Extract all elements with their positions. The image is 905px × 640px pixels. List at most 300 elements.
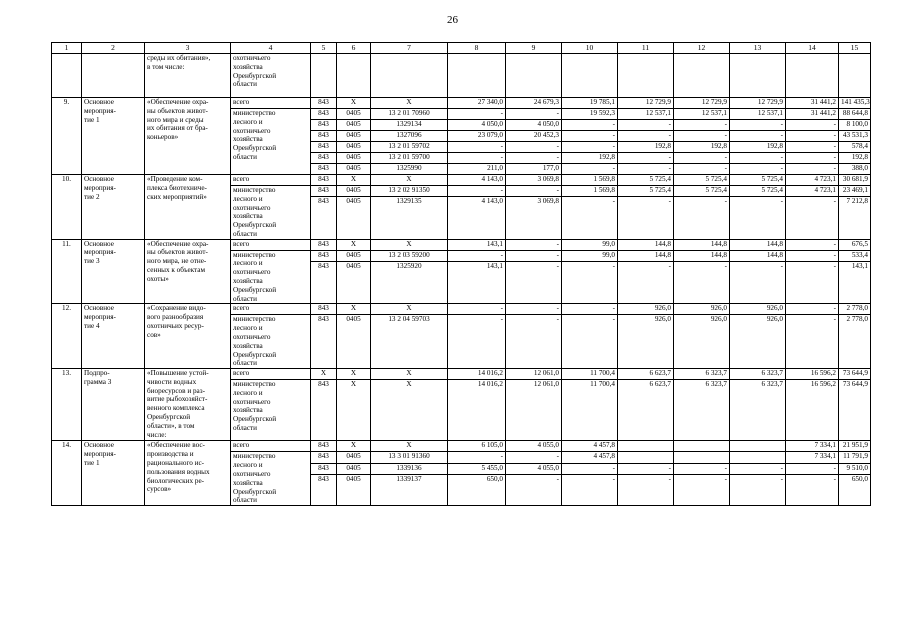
cell-col-12: 144,8 — [674, 250, 730, 261]
executor-name: министерство лесного и охотничьего хозяйства Оренбургской области — [231, 250, 311, 304]
cell-col-10: 11 700,4 — [562, 380, 618, 441]
cell-col-6: 0405 — [337, 131, 371, 142]
cell-col-10: 11 700,4 — [562, 369, 618, 380]
cell-col-11 — [618, 441, 674, 452]
cell-col-11: 6 623,7 — [618, 369, 674, 380]
row-number: 9. — [52, 98, 82, 175]
column-header-11: 11 — [618, 43, 674, 54]
continuation-cell-2 — [82, 54, 145, 98]
cell-col-14: - — [786, 474, 839, 505]
cell-col-14: 4 723,1 — [786, 175, 839, 186]
cell-col-11: 144,8 — [618, 250, 674, 261]
continuation-cell-8 — [448, 54, 506, 98]
cell-col-6: 0405 — [337, 463, 371, 474]
cell-col-9: 12 061,0 — [506, 380, 562, 441]
cell-col-10: 19 785,1 — [562, 98, 618, 109]
measure-type: Основное мероприя- тие 2 — [82, 175, 145, 240]
cell-col-13: 12 537,1 — [730, 109, 786, 120]
cell-col-8: 14 016,2 — [448, 380, 506, 441]
cell-col-7: Х — [371, 98, 448, 109]
cell-col-10: 99,0 — [562, 239, 618, 250]
cell-col-7: 1325990 — [371, 164, 448, 175]
cell-col-6: 0405 — [337, 153, 371, 164]
cell-col-5: 843 — [311, 153, 337, 164]
cell-col-6: Х — [337, 380, 371, 441]
column-header-3: 3 — [145, 43, 231, 54]
cell-col-5: 843 — [311, 304, 337, 315]
cell-col-10: - — [562, 304, 618, 315]
cell-col-10: - — [562, 315, 618, 369]
cell-col-10: 1 569,8 — [562, 175, 618, 186]
cell-col-13: - — [730, 197, 786, 239]
cell-col-8: 4 143,0 — [448, 197, 506, 239]
cell-col-5: 843 — [311, 142, 337, 153]
cell-col-7: 13 2 01 70960 — [371, 109, 448, 120]
cell-col-14: - — [786, 239, 839, 250]
cell-col-10: - — [562, 142, 618, 153]
continuation-cell-10 — [562, 54, 618, 98]
cell-col-5: 843 — [311, 261, 337, 303]
continuation-cell-15 — [839, 54, 871, 98]
table-row — [52, 369, 871, 380]
cell-col-9: - — [506, 315, 562, 369]
row-number: 12. — [52, 304, 82, 369]
cell-col-10: - — [562, 131, 618, 142]
executor-name: министерство лесного и охотничьего хозяйства Оренбургской области — [231, 109, 311, 175]
column-header-5: 5 — [311, 43, 337, 54]
cell-col-9: - — [506, 239, 562, 250]
cell-col-11 — [618, 452, 674, 463]
continuation-cell-4: охотничьего хозяйства Оренбургской области — [231, 54, 311, 98]
cell-col-9: 20 452,3 — [506, 131, 562, 142]
cell-col-8: 650,0 — [448, 474, 506, 505]
table-row — [52, 304, 871, 315]
cell-col-15: 141 435,3 — [839, 98, 871, 109]
cell-col-14: 4 723,1 — [786, 186, 839, 197]
page-number: 26 — [447, 14, 458, 26]
cell-col-12: 926,0 — [674, 304, 730, 315]
cell-col-13: 12 729,9 — [730, 98, 786, 109]
cell-col-15: 192,8 — [839, 153, 871, 164]
cell-col-7: Х — [371, 380, 448, 441]
cell-col-10: 99,0 — [562, 250, 618, 261]
cell-col-15: 7 212,8 — [839, 197, 871, 239]
continuation-cell-7 — [371, 54, 448, 98]
cell-col-13: 6 323,7 — [730, 380, 786, 441]
cell-col-15: 676,5 — [839, 239, 871, 250]
cell-col-8: 4 143,0 — [448, 175, 506, 186]
cell-col-12: 5 725,4 — [674, 186, 730, 197]
measure-type: Подпро- грамма 3 — [82, 369, 145, 441]
cell-col-15: 2 778,0 — [839, 304, 871, 315]
cell-col-8: 143,1 — [448, 261, 506, 303]
continuation-cell-5 — [311, 54, 337, 98]
cell-col-7: 13 2 01 59700 — [371, 153, 448, 164]
cell-col-13 — [730, 452, 786, 463]
cell-col-7: Х — [371, 239, 448, 250]
cell-col-11: - — [618, 164, 674, 175]
cell-col-15: 578,4 — [839, 142, 871, 153]
cell-col-5: 843 — [311, 109, 337, 120]
cell-col-5: 843 — [311, 315, 337, 369]
cell-col-14: - — [786, 250, 839, 261]
cell-col-8: 27 340,0 — [448, 98, 506, 109]
cell-col-13: 192,8 — [730, 142, 786, 153]
executor-name: министерство лесного и охотничьего хозяйства Оренбургской области — [231, 315, 311, 369]
continuation-row — [52, 54, 871, 98]
cell-col-7: 13 2 01 59702 — [371, 142, 448, 153]
cell-col-11: - — [618, 131, 674, 142]
cell-col-8: - — [448, 304, 506, 315]
cell-col-8: - — [448, 142, 506, 153]
cell-col-14: 31 441,2 — [786, 98, 839, 109]
cell-col-5: 843 — [311, 380, 337, 441]
cell-col-12: - — [674, 474, 730, 505]
measure-type: Основное мероприя- тие 1 — [82, 98, 145, 175]
cell-col-10: 192,8 — [562, 153, 618, 164]
cell-col-12: 144,8 — [674, 239, 730, 250]
executor-name: министерство лесного и охотничьего хозяйства Оренбургской области — [231, 186, 311, 240]
cell-col-6: 0405 — [337, 164, 371, 175]
executor-total: всего — [231, 239, 311, 250]
cell-col-14: - — [786, 315, 839, 369]
cell-col-7: 1325920 — [371, 261, 448, 303]
continuation-cell-9 — [506, 54, 562, 98]
column-header-2: 2 — [82, 43, 145, 54]
cell-col-14: - — [786, 261, 839, 303]
cell-col-11: - — [618, 261, 674, 303]
cell-col-15: 73 644,9 — [839, 369, 871, 380]
row-number: 11. — [52, 239, 82, 304]
cell-col-13: 5 725,4 — [730, 175, 786, 186]
cell-col-5: 843 — [311, 98, 337, 109]
cell-col-7: 1339136 — [371, 463, 448, 474]
cell-col-5: 843 — [311, 164, 337, 175]
cell-col-5: Х — [311, 369, 337, 380]
cell-col-11: 192,8 — [618, 142, 674, 153]
cell-col-9: - — [506, 474, 562, 505]
measure-type: Основное мероприя- тие 1 — [82, 441, 145, 506]
cell-col-9: 12 061,0 — [506, 369, 562, 380]
cell-col-10: - — [562, 463, 618, 474]
cell-col-9: 4 050,0 — [506, 120, 562, 131]
cell-col-7: Х — [371, 369, 448, 380]
cell-col-15: 23 469,1 — [839, 186, 871, 197]
measure-name: «Сохранение видо- вого разнообразия охотничьих ресур- сов» — [145, 304, 231, 369]
cell-col-15: 11 791,9 — [839, 452, 871, 463]
cell-col-6: 0405 — [337, 474, 371, 505]
cell-col-13: - — [730, 164, 786, 175]
cell-col-12: - — [674, 131, 730, 142]
cell-col-12: 5 725,4 — [674, 175, 730, 186]
cell-col-7: 13 3 01 91360 — [371, 452, 448, 463]
cell-col-12 — [674, 441, 730, 452]
cell-col-13: 144,8 — [730, 239, 786, 250]
cell-col-10: - — [562, 164, 618, 175]
cell-col-5: 843 — [311, 186, 337, 197]
cell-col-6: 0405 — [337, 452, 371, 463]
column-header-7: 7 — [371, 43, 448, 54]
cell-col-13: 6 323,7 — [730, 369, 786, 380]
cell-col-9: 4 055,0 — [506, 463, 562, 474]
cell-col-10: - — [562, 120, 618, 131]
table-row — [52, 175, 871, 186]
column-header-9: 9 — [506, 43, 562, 54]
cell-col-14: - — [786, 164, 839, 175]
cell-col-13: - — [730, 474, 786, 505]
cell-col-12: 926,0 — [674, 315, 730, 369]
cell-col-12: 6 323,7 — [674, 380, 730, 441]
cell-col-8: 23 079,0 — [448, 131, 506, 142]
cell-col-8: 5 455,0 — [448, 463, 506, 474]
column-header-13: 13 — [730, 43, 786, 54]
cell-col-8: 143,1 — [448, 239, 506, 250]
cell-col-12: - — [674, 120, 730, 131]
measure-name: «Повышение устой- чивости водных биоресурсов и раз- витие рыбохозяйст- венного комплекса Оренбургской области», в том числе: — [145, 369, 231, 441]
cell-col-6: 0405 — [337, 315, 371, 369]
cell-col-15: 533,4 — [839, 250, 871, 261]
continuation-cell-13 — [730, 54, 786, 98]
cell-col-6: 0405 — [337, 250, 371, 261]
cell-col-12: - — [674, 463, 730, 474]
cell-col-9: - — [506, 142, 562, 153]
cell-col-8: - — [448, 153, 506, 164]
cell-col-7: 1329135 — [371, 197, 448, 239]
program-budget-table — [51, 42, 871, 506]
cell-col-14: 7 334,1 — [786, 441, 839, 452]
column-header-6: 6 — [337, 43, 371, 54]
cell-col-15: 388,0 — [839, 164, 871, 175]
cell-col-7: Х — [371, 441, 448, 452]
cell-col-11: 926,0 — [618, 304, 674, 315]
cell-col-15: 88 644,8 — [839, 109, 871, 120]
cell-col-10: - — [562, 261, 618, 303]
cell-col-6: 0405 — [337, 142, 371, 153]
cell-col-15: 8 100,0 — [839, 120, 871, 131]
row-number: 13. — [52, 369, 82, 441]
cell-col-5: 843 — [311, 474, 337, 505]
column-header-12: 12 — [674, 43, 730, 54]
cell-col-6: 0405 — [337, 120, 371, 131]
table-row — [52, 239, 871, 250]
cell-col-12: 6 323,7 — [674, 369, 730, 380]
cell-col-5: 843 — [311, 120, 337, 131]
cell-col-8: - — [448, 452, 506, 463]
cell-col-8: 211,0 — [448, 164, 506, 175]
cell-col-7: 13 2 04 59703 — [371, 315, 448, 369]
continuation-cell-1 — [52, 54, 82, 98]
cell-col-6: Х — [337, 369, 371, 380]
cell-col-10: - — [562, 474, 618, 505]
cell-col-15: 650,0 — [839, 474, 871, 505]
cell-col-9: 24 679,3 — [506, 98, 562, 109]
cell-col-8: 6 105,0 — [448, 441, 506, 452]
cell-col-9: - — [506, 109, 562, 120]
measure-type: Основное мероприя- тие 4 — [82, 304, 145, 369]
cell-col-12: - — [674, 164, 730, 175]
cell-col-7: Х — [371, 304, 448, 315]
cell-col-14: - — [786, 463, 839, 474]
cell-col-9: - — [506, 250, 562, 261]
header-row — [52, 43, 871, 54]
cell-col-8: 4 050,0 — [448, 120, 506, 131]
cell-col-13: 926,0 — [730, 315, 786, 369]
cell-col-15: 43 531,3 — [839, 131, 871, 142]
cell-col-14: - — [786, 304, 839, 315]
measure-name: «Обеспечение охра- ны объектов живот- ного мира, не отне- сенных к объектам охоты» — [145, 239, 231, 304]
cell-col-6: 0405 — [337, 197, 371, 239]
cell-col-14: - — [786, 142, 839, 153]
measure-name: «Проведение ком- плекса биотехниче- ских мероприятий» — [145, 175, 231, 240]
cell-col-9: - — [506, 186, 562, 197]
cell-col-5: 843 — [311, 197, 337, 239]
cell-col-6: Х — [337, 98, 371, 109]
cell-col-13: 926,0 — [730, 304, 786, 315]
measure-name: «Обеспечение вос- производства и рационального ис- пользования водных биологических ре- сурсов» — [145, 441, 231, 506]
cell-col-9: 3 069,8 — [506, 175, 562, 186]
cell-col-12: - — [674, 153, 730, 164]
cell-col-8: - — [448, 315, 506, 369]
cell-col-7: Х — [371, 175, 448, 186]
cell-col-10: 19 592,3 — [562, 109, 618, 120]
cell-col-8: - — [448, 186, 506, 197]
cell-col-5: 843 — [311, 250, 337, 261]
cell-col-6: 0405 — [337, 261, 371, 303]
cell-col-9: 4 055,0 — [506, 441, 562, 452]
column-header-14: 14 — [786, 43, 839, 54]
continuation-cell-3: среды их обитания», в том числе: — [145, 54, 231, 98]
cell-col-11: 12 729,9 — [618, 98, 674, 109]
executor-total: всего — [231, 441, 311, 452]
cell-col-11: - — [618, 120, 674, 131]
cell-col-8: 14 016,2 — [448, 369, 506, 380]
cell-col-11: 5 725,4 — [618, 175, 674, 186]
cell-col-14: - — [786, 153, 839, 164]
cell-col-15: 143,1 — [839, 261, 871, 303]
cell-col-11: 926,0 — [618, 315, 674, 369]
cell-col-9: - — [506, 153, 562, 164]
cell-col-13: - — [730, 261, 786, 303]
cell-col-13: - — [730, 120, 786, 131]
cell-col-11: - — [618, 474, 674, 505]
cell-col-12: - — [674, 261, 730, 303]
cell-col-9: - — [506, 452, 562, 463]
cell-col-8: - — [448, 250, 506, 261]
cell-col-10: 4 457,8 — [562, 452, 618, 463]
cell-col-7: 13 2 02 91350 — [371, 186, 448, 197]
column-header-1: 1 — [52, 43, 82, 54]
cell-col-5: 843 — [311, 175, 337, 186]
cell-col-5: 843 — [311, 463, 337, 474]
cell-col-14: 31 441,2 — [786, 109, 839, 120]
cell-col-11: - — [618, 197, 674, 239]
cell-col-6: Х — [337, 441, 371, 452]
cell-col-11: 144,8 — [618, 239, 674, 250]
row-number: 14. — [52, 441, 82, 506]
cell-col-13: 144,8 — [730, 250, 786, 261]
cell-col-15: 30 681,9 — [839, 175, 871, 186]
cell-col-11: - — [618, 463, 674, 474]
cell-col-9: 177,0 — [506, 164, 562, 175]
row-number: 10. — [52, 175, 82, 240]
executor-total: всего — [231, 369, 311, 380]
cell-col-11: 5 725,4 — [618, 186, 674, 197]
cell-col-14: - — [786, 197, 839, 239]
cell-col-5: 843 — [311, 239, 337, 250]
cell-col-13: - — [730, 131, 786, 142]
cell-col-9: - — [506, 261, 562, 303]
cell-col-5: 843 — [311, 131, 337, 142]
cell-col-11: - — [618, 153, 674, 164]
cell-col-13: - — [730, 153, 786, 164]
cell-col-13: - — [730, 463, 786, 474]
cell-col-12: - — [674, 197, 730, 239]
cell-col-7: 1329134 — [371, 120, 448, 131]
continuation-cell-12 — [674, 54, 730, 98]
cell-col-15: 73 644,9 — [839, 380, 871, 441]
cell-col-15: 9 510,0 — [839, 463, 871, 474]
cell-col-10: 4 457,8 — [562, 441, 618, 452]
cell-col-6: 0405 — [337, 186, 371, 197]
cell-col-6: Х — [337, 304, 371, 315]
column-header-15: 15 — [839, 43, 871, 54]
cell-col-8: - — [448, 109, 506, 120]
table-row — [52, 98, 871, 109]
cell-col-5: 843 — [311, 441, 337, 452]
column-header-10: 10 — [562, 43, 618, 54]
table-row — [52, 441, 871, 452]
cell-col-14: 16 596,2 — [786, 380, 839, 441]
cell-col-13: 5 725,4 — [730, 186, 786, 197]
cell-col-15: 2 778,0 — [839, 315, 871, 369]
cell-col-10: 1 569,8 — [562, 186, 618, 197]
column-header-8: 8 — [448, 43, 506, 54]
cell-col-13 — [730, 441, 786, 452]
cell-col-12: 192,8 — [674, 142, 730, 153]
cell-col-12 — [674, 452, 730, 463]
cell-col-7: 1339137 — [371, 474, 448, 505]
executor-total: всего — [231, 304, 311, 315]
cell-col-6: 0405 — [337, 109, 371, 120]
measure-type: Основное мероприя- тие 3 — [82, 239, 145, 304]
measure-name: «Обеспечение охра- ны объектов живот- ного мира и среды их обитания от бра- коньеров» — [145, 98, 231, 175]
cell-col-11: 12 537,1 — [618, 109, 674, 120]
cell-col-14: - — [786, 131, 839, 142]
executor-total: всего — [231, 98, 311, 109]
executor-name: министерство лесного и охотничьего хозяйства Оренбургской области — [231, 452, 311, 506]
cell-col-12: 12 537,1 — [674, 109, 730, 120]
cell-col-6: Х — [337, 239, 371, 250]
continuation-cell-14 — [786, 54, 839, 98]
cell-col-9: 3 069,8 — [506, 197, 562, 239]
cell-col-14: - — [786, 120, 839, 131]
cell-col-15: 21 951,9 — [839, 441, 871, 452]
cell-col-10: - — [562, 197, 618, 239]
column-header-4: 4 — [231, 43, 311, 54]
continuation-cell-11 — [618, 54, 674, 98]
cell-col-11: 6 623,7 — [618, 380, 674, 441]
cell-col-7: 13 2 03 59200 — [371, 250, 448, 261]
cell-col-12: 12 729,9 — [674, 98, 730, 109]
continuation-cell-6 — [337, 54, 371, 98]
executor-name: министерство лесного и охотничьего хозяйства Оренбургской области — [231, 380, 311, 441]
cell-col-6: Х — [337, 175, 371, 186]
cell-col-5: 843 — [311, 452, 337, 463]
cell-col-7: 1327096 — [371, 131, 448, 142]
cell-col-14: 7 334,1 — [786, 452, 839, 463]
cell-col-14: 16 596,2 — [786, 369, 839, 380]
cell-col-9: - — [506, 304, 562, 315]
